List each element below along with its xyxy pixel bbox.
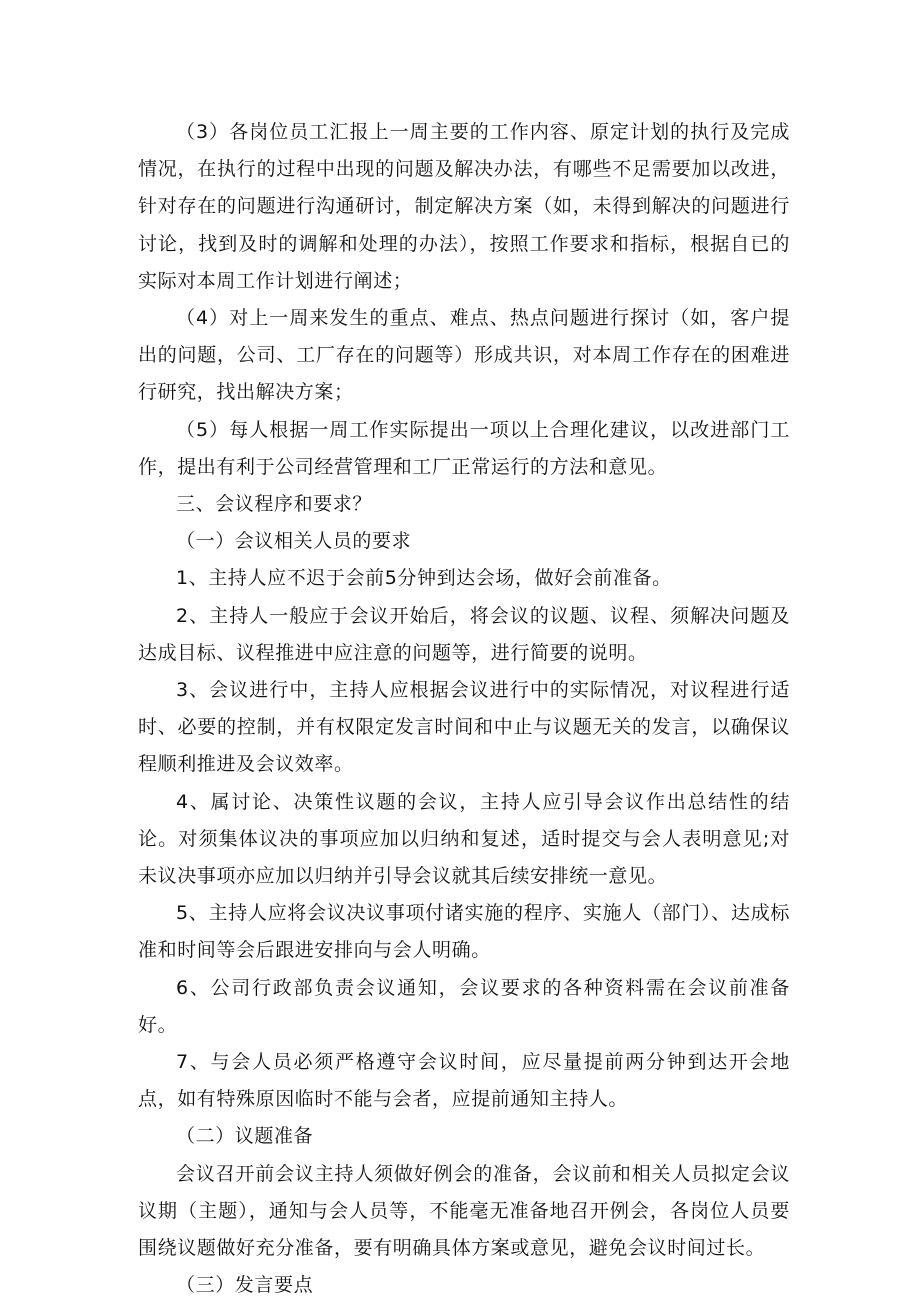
subsection-heading-3: （三）发言要点 (176, 1274, 314, 1297)
topic-preparation-text: 会议召开前会议主持人须做好例会的准备，会议前和相关人员拟定会议议期（主题），通知与会人员等，不能毫无准备地召开例会，各岗位人员要围绕议题做好充分准备，要有明确具体方案或意见，避免会议时间过长。 (138, 1162, 790, 1260)
requirement-item-2: 2、主持人一般应于会议开始后，将会议的议题、议程、须解决问题及达成目标、议程推进中应注意的问题等，进行简要的说明。 (138, 604, 790, 664)
document-body (138, 114, 790, 1305)
paragraph-item-3: （3）各岗位员工汇报上一周主要的工作内容、原定计划的执行及完成情况，在执行的过程中出现的问题及解决办法，有哪些不足需要加以改进，针对存在的问题进行沟通研讨，制定解决方案（如，未得到解决的问题进行讨论，找到及时的调解和处理的办法），按照工作要求和指标，根据自已的实际对本周工作计划进行阐述； (138, 121, 790, 292)
requirement-item-5: 5、主持人应将会议决议事项付诸实施的程序、实施人（部门）、达成标准和时间等会后跟进安排向与会人明确。 (138, 902, 790, 962)
requirement-item-1: 1、主持人应不迟于会前5分钟到达会场，做好会前准备。 (176, 567, 672, 590)
requirement-item-6: 6、公司行政部负责会议通知，会议要求的各种资料需在会议前准备好。 (138, 976, 790, 1036)
paragraph-item-5: （5）每人根据一周工作实际提出一项以上合理化建议，以改进部门工作，提出有利于公司经营管理和工厂正常运行的方法和意见。 (138, 418, 790, 478)
section-heading-3: 三、会议程序和要求？ (176, 493, 373, 516)
requirement-item-4: 4、属讨论、决策性议题的会议，主持人应引导会议作出总结性的结论。对须集体议决的事项应加以归纳和复述，适时提交与会人表明意见;对未议决事项亦应加以归纳并引导会议就其后续安排统一意见。 (138, 790, 790, 888)
requirement-item-3: 3、会议进行中，主持人应根据会议进行中的实际情况，对议程进行适时、必要的控制，并有权限定发言时间和中止与议题无关的发言，以确保议程顺利推进及会议效率。 (138, 679, 790, 776)
subsection-heading-2: （二）议题准备 (176, 1125, 314, 1148)
subsection-heading-1: （一）会议相关人员的要求 (176, 530, 412, 553)
paragraph-item-4: （4）对上一周来发生的重点、难点、热点问题进行探讨（如，客户提出的问题，公司、工厂存在的问题等）形成共识，对本周工作存在的困难进行研究，找出解决方案； (138, 307, 790, 404)
requirement-item-7: 7、与会人员必须严格遵守会议时间，应尽量提前两分钟到达开会地点，如有特殊原因临时不能与会者，应提前通知主持人。 (138, 1051, 790, 1111)
